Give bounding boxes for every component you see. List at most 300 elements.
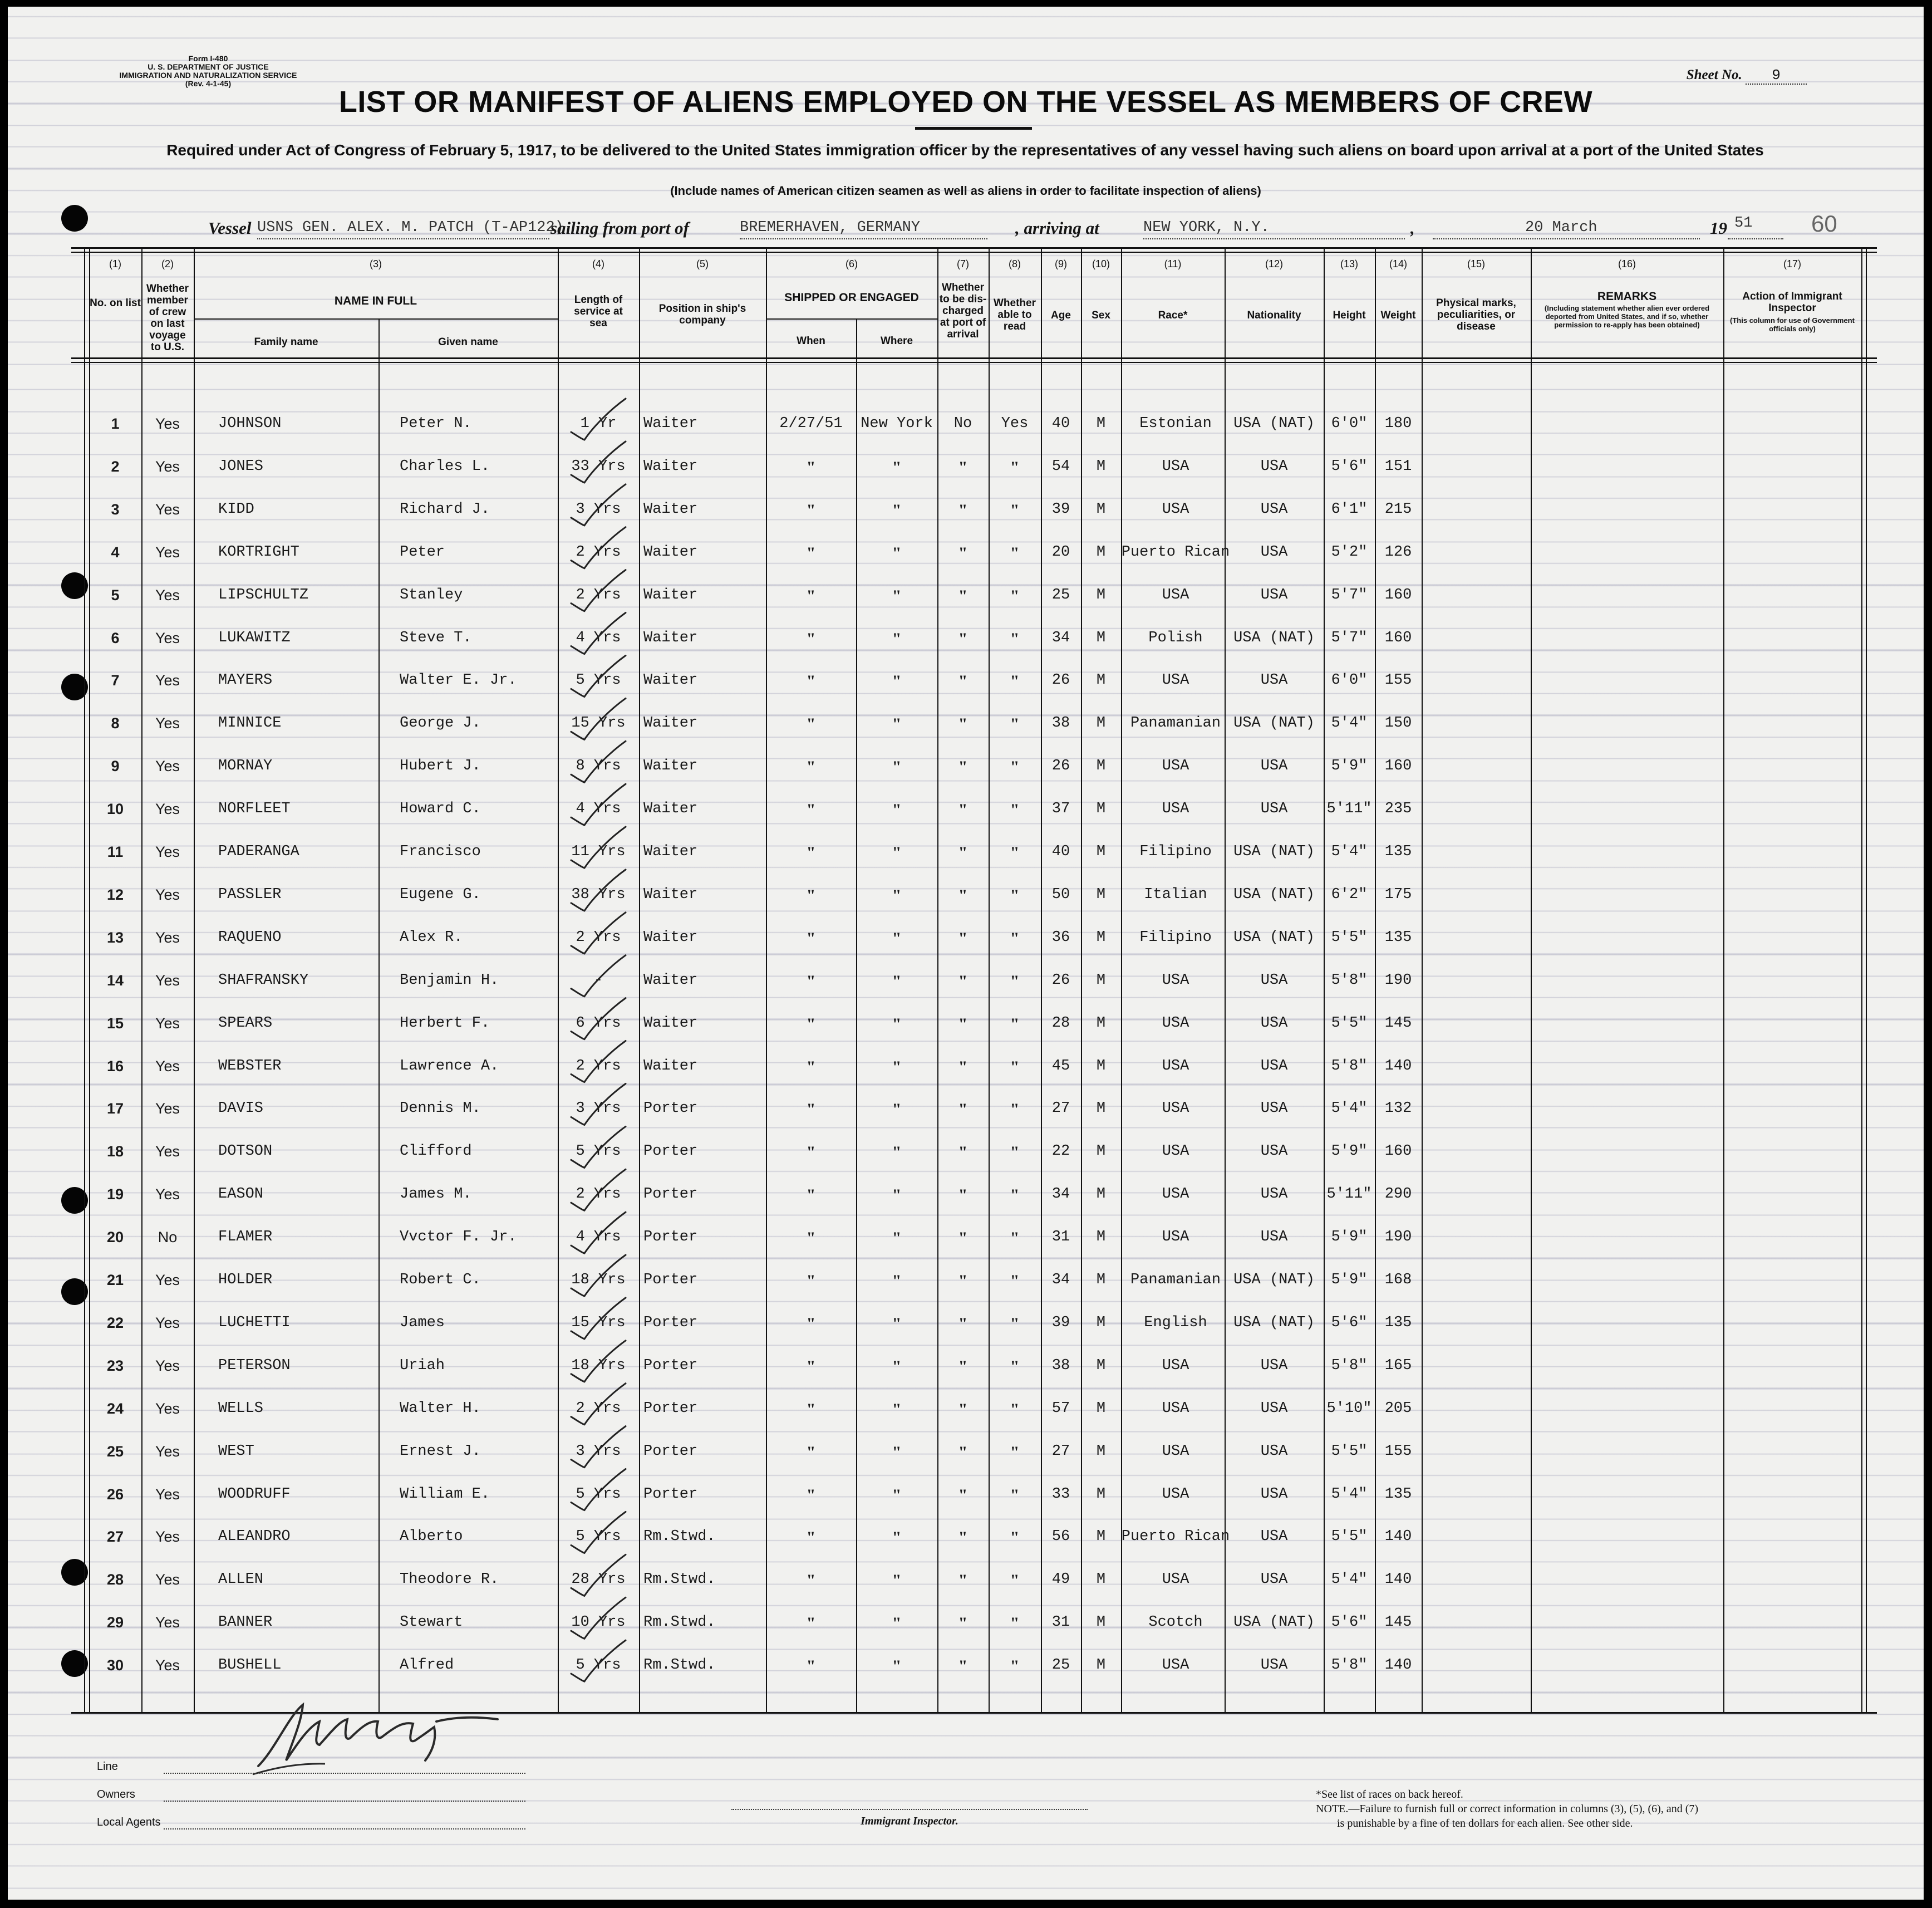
table-row [8, 501, 1924, 523]
cell-given: Charles L. [400, 458, 490, 475]
cell-race: USA [1162, 801, 1189, 817]
cell-age: 25 [1051, 1657, 1070, 1674]
cell-discharged: " [958, 1400, 968, 1419]
col-number: (16) [1618, 258, 1636, 269]
table-row [8, 801, 1924, 823]
table-row [8, 1571, 1924, 1593]
date-dotline [1433, 238, 1700, 239]
cell-when: " [806, 843, 816, 862]
signature [236, 1683, 548, 1777]
cell-where: " [892, 1400, 902, 1419]
cell-no: 27 [106, 1528, 124, 1545]
port-from-dotline [740, 238, 987, 239]
cell-service: 33 Yrs [571, 458, 626, 475]
cell-weight: 140 [1384, 1058, 1412, 1075]
cell-where: " [892, 1443, 902, 1461]
cell-no: 13 [106, 929, 124, 946]
cell-nationality: USA [1260, 1229, 1288, 1245]
header-remarks-note: (Including statement whether alien ever ordered deported from United States, and if so, whether permission to re-apply has been obtained) [1544, 304, 1710, 329]
cell-height: 5'8" [1331, 1357, 1368, 1374]
cell-given: James [400, 1314, 445, 1331]
arriving-label: , arriving at [1015, 218, 1099, 238]
cell-nationality: USA (NAT) [1233, 1272, 1315, 1288]
table-row [8, 758, 1924, 780]
cell-read: " [1010, 715, 1020, 733]
table-top-border [71, 247, 1877, 249]
cell-service: 18 Yrs [571, 1357, 626, 1374]
vessel-name: USNS GEN. ALEX. M. PATCH (T-AP122) [257, 219, 564, 236]
cell-service: 5 Yrs [576, 672, 621, 689]
cell-prev: Yes [155, 630, 180, 646]
cell-sex: M [1096, 501, 1106, 518]
cell-nationality: USA [1260, 1015, 1288, 1032]
table-row [8, 1614, 1924, 1636]
cell-service: 3 Yrs [576, 1100, 621, 1117]
cell-given: Herbert F. [400, 1015, 490, 1032]
cell-when: " [806, 758, 816, 776]
cell-sex: M [1096, 1486, 1106, 1503]
cell-no: 6 [111, 630, 120, 646]
cell-prev: Yes [155, 501, 180, 518]
cell-sex: M [1096, 1143, 1106, 1160]
cell-race: USA [1162, 1443, 1189, 1460]
cell-sex: M [1096, 415, 1106, 432]
cell-prev: Yes [155, 1486, 180, 1503]
cell-read: " [1010, 1272, 1020, 1290]
cell-race: USA [1162, 1657, 1189, 1674]
cell-discharged: " [958, 587, 968, 605]
col-number: (5) [696, 258, 709, 269]
cell-read: " [1010, 1443, 1020, 1461]
cell-position: Waiter [643, 1058, 698, 1075]
cell-age: 34 [1051, 630, 1070, 646]
cell-weight: 175 [1384, 886, 1412, 903]
cell-race: Italian [1144, 886, 1207, 903]
cell-age: 40 [1051, 843, 1070, 860]
cell-family: MINNICE [218, 715, 282, 732]
cell-discharged: " [958, 1015, 968, 1033]
cell-weight: 215 [1384, 501, 1412, 518]
cell-prev: Yes [155, 458, 180, 475]
cell-weight: 145 [1384, 1614, 1412, 1631]
table-row [8, 672, 1924, 694]
cell-when: " [806, 501, 816, 519]
cell-service: 2 Yrs [576, 544, 621, 561]
cell-when: " [806, 1015, 816, 1033]
cell-race: English [1144, 1314, 1207, 1331]
department-name: U. S. DEPARTMENT OF JUSTICE [148, 62, 269, 71]
cell-given: Vvctor F. Jr. [400, 1229, 517, 1245]
cell-discharged: " [958, 1486, 968, 1504]
cell-when: " [806, 886, 816, 905]
cell-age: 39 [1051, 1314, 1070, 1331]
cell-prev: Yes [155, 1571, 180, 1588]
cell-prev: Yes [155, 544, 180, 561]
inspector-signature-line [731, 1809, 1088, 1810]
cell-read: " [1010, 1486, 1020, 1504]
line-dotline [164, 1773, 525, 1774]
cell-discharged: " [958, 672, 968, 690]
table-row [8, 715, 1924, 737]
sheet-value: 9 [1746, 67, 1807, 85]
cell-height: 5'9" [1331, 758, 1368, 774]
header-discharged: Whether to be dis-charged at port of arrival [939, 282, 987, 340]
cell-no: 14 [106, 972, 124, 989]
cell-weight: 140 [1384, 1571, 1412, 1588]
cell-discharged: " [958, 630, 968, 648]
cell-position: Waiter [643, 801, 698, 817]
cell-weight: 190 [1384, 972, 1412, 989]
header-sex: Sex [1092, 310, 1110, 321]
cell-when: " [806, 1400, 816, 1419]
cell-position: Porter [643, 1100, 698, 1117]
cell-age: 38 [1051, 715, 1070, 732]
header-last-voyage: Whether member of crew on last voyage to U.S. [146, 283, 189, 353]
cell-weight: 290 [1384, 1186, 1412, 1203]
cell-prev: Yes [155, 801, 180, 817]
cell-position: Waiter [643, 929, 698, 946]
cell-nationality: USA (NAT) [1233, 1314, 1315, 1331]
cell-service: 28 Yrs [571, 1571, 626, 1588]
cell-age: 26 [1051, 972, 1070, 989]
cell-family: SPEARS [218, 1015, 273, 1032]
cell-discharged: " [958, 886, 968, 905]
cell-discharged: " [958, 1357, 968, 1376]
cell-prev: Yes [155, 1015, 180, 1032]
cell-race: USA [1162, 1486, 1189, 1503]
cell-nationality: USA [1260, 587, 1288, 604]
failure-note-line1: NOTE.—Failure to furnish full or correct information in columns (3), (5), (6), and (7) [1316, 1803, 1699, 1815]
local-agents-dotline [164, 1828, 525, 1829]
cell-service: 2 Yrs [576, 1400, 621, 1417]
cell-sex: M [1096, 801, 1106, 817]
cell-when: 2/27/51 [779, 415, 843, 432]
cell-prev: Yes [155, 1058, 180, 1075]
cell-service: 4 Yrs [576, 630, 621, 646]
cell-when: " [806, 1272, 816, 1290]
race-footnote: *See list of races on back hereof. [1316, 1788, 1463, 1801]
cell-when: " [806, 1100, 816, 1119]
cell-service: 38 Yrs [571, 886, 626, 903]
cell-service: 10 Yrs [571, 1614, 626, 1631]
cell-height: 6'2" [1331, 886, 1368, 903]
cell-read: " [1010, 587, 1020, 605]
cell-height: 5'8" [1331, 1657, 1368, 1674]
cell-nationality: USA [1260, 758, 1288, 774]
vessel-line [208, 215, 1856, 243]
table-row [8, 1357, 1924, 1380]
cell-position: Waiter [643, 458, 698, 475]
cell-discharged: " [958, 715, 968, 733]
port-to: NEW YORK, N.Y. [1143, 219, 1270, 236]
cell-family: PETERSON [218, 1357, 291, 1374]
header-race: Race* [1158, 310, 1188, 321]
cell-where: " [892, 1015, 902, 1033]
cell-read: " [1010, 1571, 1020, 1590]
cell-position: Porter [643, 1314, 698, 1331]
revision: (Rev. 4-1-45) [185, 79, 232, 88]
cell-service: - [593, 972, 603, 989]
cell-age: 54 [1051, 458, 1070, 475]
cell-discharged: " [958, 1229, 968, 1247]
table-row [8, 1229, 1924, 1251]
cell-sex: M [1096, 843, 1106, 860]
cell-service: 3 Yrs [576, 501, 621, 518]
cell-given: Alfred [400, 1657, 454, 1674]
year-suffix: 51 [1734, 215, 1753, 232]
cell-when: " [806, 1657, 816, 1675]
header-where: Where [880, 335, 913, 347]
cell-discharged: " [958, 458, 968, 477]
col-number: (7) [957, 258, 969, 269]
header-weight: Weight [1380, 310, 1416, 321]
cell-service: 6 Yrs [576, 1015, 621, 1032]
cell-prev: Yes [155, 587, 180, 604]
cell-sex: M [1096, 1015, 1106, 1032]
cell-given: Benjamin H. [400, 972, 499, 989]
cell-read: " [1010, 501, 1020, 519]
cell-weight: 140 [1384, 1657, 1412, 1674]
cell-no: 8 [111, 715, 120, 732]
cell-service: 18 Yrs [571, 1272, 626, 1288]
cell-age: 26 [1051, 758, 1070, 774]
cell-nationality: USA [1260, 1186, 1288, 1203]
cell-nationality: USA [1260, 1528, 1288, 1545]
cell-where: " [892, 1143, 902, 1161]
cell-family: HOLDER [218, 1272, 273, 1288]
cell-sex: M [1096, 1614, 1106, 1631]
immigrant-inspector-label: Immigrant Inspector. [861, 1815, 958, 1827]
cell-where: " [892, 1571, 902, 1590]
cell-read: " [1010, 458, 1020, 477]
cell-prev: Yes [155, 1400, 180, 1417]
cell-given: Peter N. [400, 415, 472, 432]
cell-where: " [892, 672, 902, 690]
cell-height: 5'5" [1331, 1528, 1368, 1545]
cell-sex: M [1096, 1314, 1106, 1331]
cell-given: Richard J. [400, 501, 490, 518]
cell-when: " [806, 1186, 816, 1204]
sheet-label: Sheet No. [1686, 67, 1742, 82]
cell-position: Porter [643, 1443, 698, 1460]
cell-read: Yes [1001, 415, 1029, 432]
cell-no: 26 [106, 1486, 124, 1503]
cell-position: Porter [643, 1229, 698, 1245]
cell-weight: 190 [1384, 1229, 1412, 1245]
cell-read: " [1010, 843, 1020, 862]
cell-height: 5'6" [1331, 1314, 1368, 1331]
cell-nationality: USA (NAT) [1233, 886, 1315, 903]
cell-prev: Yes [155, 1100, 180, 1117]
table-row [8, 1058, 1924, 1080]
cell-age: 37 [1051, 801, 1070, 817]
cell-when: " [806, 1486, 816, 1504]
cell-race: USA [1162, 972, 1189, 989]
cell-family: BANNER [218, 1614, 273, 1631]
cell-service: 8 Yrs [576, 758, 621, 774]
cell-no: 23 [106, 1357, 124, 1374]
cell-weight: 155 [1384, 672, 1412, 689]
form-number: Form I-480 [188, 54, 228, 63]
cell-no: 30 [106, 1657, 124, 1674]
cell-discharged: " [958, 758, 968, 776]
cell-age: 27 [1051, 1100, 1070, 1117]
cell-weight: 145 [1384, 1015, 1412, 1032]
cell-given: Peter [400, 544, 445, 561]
cell-height: 5'5" [1331, 1015, 1368, 1032]
cell-prev: Yes [155, 1143, 180, 1160]
cell-prev: Yes [155, 1614, 180, 1631]
cell-position: Waiter [643, 501, 698, 518]
cell-weight: 165 [1384, 1357, 1412, 1374]
table-top-border-inner [71, 252, 1877, 253]
cell-given: William E. [400, 1486, 490, 1503]
col-number: (4) [592, 258, 604, 269]
cell-family: NORFLEET [218, 801, 291, 817]
table-row [8, 544, 1924, 566]
cell-where: New York [861, 415, 933, 432]
cell-when: " [806, 715, 816, 733]
cell-age: 34 [1051, 1272, 1070, 1288]
header-age: Age [1051, 310, 1071, 321]
cell-weight: 135 [1384, 929, 1412, 946]
table-row [8, 630, 1924, 652]
cell-service: 3 Yrs [576, 1443, 621, 1460]
table-row [8, 972, 1924, 994]
cell-weight: 160 [1384, 1143, 1412, 1160]
cell-family: WEST [218, 1443, 254, 1460]
cell-service: 2 Yrs [576, 587, 621, 604]
header-height: Height [1333, 310, 1366, 321]
cell-discharged: " [958, 1657, 968, 1675]
cell-sex: M [1096, 1357, 1106, 1374]
cell-when: " [806, 1143, 816, 1161]
table-row [8, 587, 1924, 609]
cell-prev: Yes [155, 1186, 180, 1203]
cell-race: Scotch [1148, 1614, 1203, 1631]
cell-age: 20 [1051, 544, 1070, 561]
cell-given: Steve T. [400, 630, 472, 646]
cell-when: " [806, 1229, 816, 1247]
cell-discharged: " [958, 1058, 968, 1076]
cell-race: Filipino [1139, 843, 1212, 860]
cell-read: " [1010, 672, 1020, 690]
comma: , [1410, 218, 1415, 238]
cell-discharged: " [958, 1272, 968, 1290]
cell-sex: M [1096, 1400, 1106, 1417]
cell-position: Porter [643, 1486, 698, 1503]
cell-race: USA [1162, 1186, 1189, 1203]
cell-when: " [806, 544, 816, 562]
cell-position: Waiter [643, 544, 698, 561]
cell-prev: Yes [155, 1314, 180, 1331]
line-label: Line [97, 1760, 118, 1773]
cell-when: " [806, 801, 816, 819]
cell-when: " [806, 458, 816, 477]
cell-read: " [1010, 801, 1020, 819]
cell-where: " [892, 1058, 902, 1076]
cell-nationality: USA [1260, 801, 1288, 817]
col-number: (3) [370, 258, 382, 269]
header-bottom-border-inner [71, 362, 1877, 363]
cell-age: 31 [1051, 1614, 1070, 1631]
cell-where: " [892, 929, 902, 948]
cell-discharged: " [958, 544, 968, 562]
port-from: BREMERHAVEN, GERMANY [740, 219, 921, 236]
cell-height: 5'6" [1331, 458, 1368, 475]
cell-where: " [892, 758, 902, 776]
cell-age: 50 [1051, 886, 1070, 903]
cell-discharged: " [958, 1528, 968, 1547]
cell-height: 5'5" [1331, 1443, 1368, 1460]
cell-height: 6'0" [1331, 672, 1368, 689]
header-name-in-full: NAME IN FULL [334, 295, 417, 307]
cell-where: " [892, 1314, 902, 1333]
cell-weight: 132 [1384, 1100, 1412, 1117]
cell-position: Porter [643, 1357, 698, 1374]
cell-read: " [1010, 1100, 1020, 1119]
cell-read: " [1010, 886, 1020, 905]
year-dotline [1728, 238, 1783, 239]
table-row [8, 415, 1924, 438]
header-no-on-list: No. on list [90, 297, 141, 309]
cell-height: 5'11" [1326, 1186, 1372, 1203]
cell-position: Waiter [643, 758, 698, 774]
page-number: 60 [1811, 210, 1837, 237]
cell-service: 15 Yrs [571, 715, 626, 732]
cell-when: " [806, 1614, 816, 1632]
cell-nationality: USA [1260, 544, 1288, 561]
cell-sex: M [1096, 630, 1106, 646]
cell-given: Dennis M. [400, 1100, 481, 1117]
cell-given: James M. [400, 1186, 472, 1203]
cell-height: 5'4" [1331, 1486, 1368, 1503]
table-row [8, 1272, 1924, 1294]
cell-where: " [892, 1229, 902, 1247]
cell-position: Waiter [643, 630, 698, 646]
cell-weight: 140 [1384, 1528, 1412, 1545]
table-row [8, 929, 1924, 951]
cell-position: Rm.Stwd. [643, 1528, 716, 1545]
cell-family: WEBSTER [218, 1058, 282, 1075]
table-row [8, 1400, 1924, 1423]
cell-age: 49 [1051, 1571, 1070, 1588]
page-title: LIST OR MANIFEST OF ALIENS EMPLOYED ON THE VESSEL AS MEMBERS OF CREW [338, 85, 1593, 119]
cell-age: 38 [1051, 1357, 1070, 1374]
cell-race: Filipino [1139, 929, 1212, 946]
col-number: (9) [1055, 258, 1067, 269]
vessel-label: Vessel [208, 218, 252, 238]
cell-no: 4 [111, 544, 120, 561]
cell-position: Waiter [643, 715, 698, 732]
col-number: (8) [1009, 258, 1021, 269]
cell-where: " [892, 886, 902, 905]
cell-when: " [806, 1314, 816, 1333]
owners-dotline [164, 1801, 525, 1802]
cell-discharged: " [958, 929, 968, 948]
vessel-name-dotline [257, 238, 549, 239]
cell-service: 1 Yr [580, 415, 617, 432]
cell-age: 27 [1051, 1443, 1070, 1460]
local-agents-label: Local Agents [97, 1816, 161, 1828]
cell-sex: M [1096, 587, 1106, 604]
cell-race: Puerto Rican [1121, 1528, 1230, 1545]
cell-where: " [892, 1100, 902, 1119]
cell-race: USA [1162, 1058, 1189, 1075]
cell-weight: 160 [1384, 587, 1412, 604]
col-number: (2) [161, 258, 174, 269]
cell-nationality: USA [1260, 501, 1288, 518]
